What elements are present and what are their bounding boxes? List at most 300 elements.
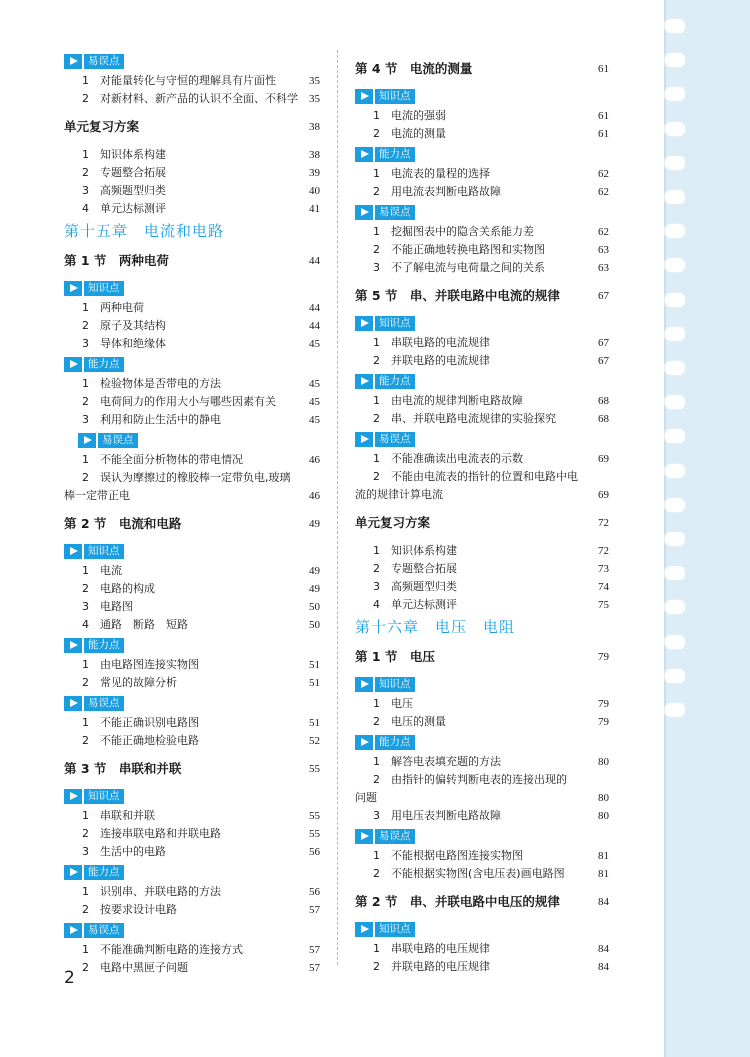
tag-label: 知识点 <box>84 789 124 804</box>
entry-text: 常见的故障分析 <box>100 676 177 689</box>
entry-number: 3 <box>82 337 89 350</box>
page-ref: 79 <box>598 651 609 663</box>
page-ref: 72 <box>598 545 609 557</box>
entry-number: 1 <box>82 148 89 161</box>
page-ref: 50 <box>309 601 320 613</box>
tag-label: 易误点 <box>375 432 415 447</box>
section-title: 第 2 节 串、并联电路中电压的规律 <box>355 894 560 909</box>
binder-ring-icon <box>664 326 686 342</box>
entry-number: 4 <box>82 618 89 631</box>
toc-entry[interactable] <box>64 959 320 977</box>
toc-entry[interactable] <box>355 753 609 771</box>
entry-text: 挖掘图表中的隐含关系能力差 <box>391 225 534 238</box>
entry-text: 对能量转化与守恒的理解具有片面性 <box>100 74 276 87</box>
entry-text: 单元达标测评 <box>100 202 166 215</box>
toc-left-column <box>64 50 320 977</box>
entry-text: 生活中的电路 <box>100 845 166 858</box>
entry-number: 2 <box>373 562 380 575</box>
toc-section-heading[interactable] <box>355 59 609 79</box>
tag-label: 知识点 <box>375 922 415 937</box>
toc-entry[interactable] <box>355 107 609 125</box>
entry-number: 1 <box>82 885 89 898</box>
toc-entry[interactable] <box>64 674 320 692</box>
play-triangle-icon <box>355 735 373 750</box>
toc-entry[interactable] <box>355 183 609 201</box>
tag-label: 易误点 <box>84 696 124 711</box>
page-ref: 84 <box>598 943 609 955</box>
entry-number: 2 <box>82 92 89 105</box>
entry-number: 1 <box>373 755 380 768</box>
toc-section-heading[interactable] <box>355 892 609 912</box>
toc-entry[interactable] <box>355 578 609 596</box>
binding-margin <box>656 0 664 1057</box>
page-ref: 80 <box>598 810 609 822</box>
toc-entry[interactable] <box>355 713 609 731</box>
entry-number: 3 <box>82 600 89 613</box>
entry-text: 原子及其结构 <box>100 319 166 332</box>
toc-entry[interactable] <box>64 317 320 335</box>
entry-text: 电路中黑匣子问题 <box>100 961 188 974</box>
page-ref: 41 <box>309 203 320 215</box>
toc-entry[interactable] <box>64 843 320 861</box>
entry-number: 1 <box>82 453 89 466</box>
page-ref: 56 <box>309 846 320 858</box>
entry-text: 专题整合拓展 <box>391 562 457 575</box>
entry-text: 电流的测量 <box>391 127 446 140</box>
toc-entry[interactable] <box>355 847 609 865</box>
page-ref: 68 <box>598 395 609 407</box>
entry-text: 不能正确地转换电路图和实物图 <box>391 243 545 256</box>
entry-text: 不能正确识别电路图 <box>100 716 199 729</box>
page-ref: 45 <box>309 378 320 390</box>
toc-entry[interactable] <box>355 410 609 428</box>
toc-category-tag <box>64 53 320 70</box>
play-triangle-icon <box>355 829 373 844</box>
binder-ring-icon <box>664 121 686 137</box>
entry-text-continued: 问题 <box>355 791 377 804</box>
toc-entry[interactable] <box>64 656 320 674</box>
binder-ring-icon <box>664 86 686 102</box>
section-title: 第 2 节 电流和电路 <box>64 516 182 531</box>
entry-text: 解答电表填充题的方法 <box>391 755 501 768</box>
toc-entry[interactable] <box>64 883 320 901</box>
binder-ring-icon <box>664 52 686 68</box>
entry-number: 2 <box>82 471 89 484</box>
page-ref: 62 <box>598 168 609 180</box>
toc-category-tag <box>355 88 609 105</box>
entry-text: 知识体系构建 <box>391 544 457 557</box>
chapter-title[interactable]: 第十五章 电流和电路 <box>64 222 225 240</box>
toc-category-tag <box>355 921 609 938</box>
tag-label: 知识点 <box>375 677 415 692</box>
play-triangle-icon <box>355 205 373 220</box>
section-title: 单元复习方案 <box>64 119 140 134</box>
page-ref: 51 <box>309 677 320 689</box>
entry-text: 利用和防止生活中的静电 <box>100 413 221 426</box>
chapter-title[interactable]: 第十六章 电压 电阻 <box>355 618 516 636</box>
toc-entry[interactable] <box>355 165 609 183</box>
binder-ring-icon <box>664 565 686 581</box>
page-number: 2 <box>64 968 75 988</box>
toc-entry[interactable] <box>355 865 609 883</box>
toc-entry[interactable] <box>355 940 609 958</box>
toc-entry[interactable] <box>355 241 609 259</box>
page-ref: 44 <box>309 302 320 314</box>
page-ref: 80 <box>598 792 609 804</box>
play-triangle-icon <box>355 922 373 937</box>
toc-category-tag <box>355 373 609 390</box>
entry-text: 电流的强弱 <box>391 109 446 122</box>
toc-entry[interactable] <box>64 714 320 732</box>
tag-label: 知识点 <box>375 89 415 104</box>
toc-category-tag <box>355 204 609 221</box>
toc-right-column <box>355 50 609 976</box>
page-ref: 57 <box>309 944 320 956</box>
play-triangle-icon <box>64 638 82 653</box>
entry-number: 2 <box>82 827 89 840</box>
play-triangle-icon <box>64 865 82 880</box>
entry-text: 电压 <box>391 697 413 710</box>
play-triangle-icon <box>355 89 373 104</box>
page-ref: 52 <box>309 735 320 747</box>
entry-text: 并联电路的电压规律 <box>391 960 490 973</box>
binder-ring-icon <box>664 223 686 239</box>
binder-ring-icon <box>664 292 686 308</box>
toc-entry[interactable] <box>64 182 320 200</box>
toc-category-tag <box>355 734 609 751</box>
entry-number: 2 <box>82 734 89 747</box>
play-triangle-icon <box>355 432 373 447</box>
toc-entry[interactable] <box>64 807 320 825</box>
page-ref: 61 <box>598 110 609 122</box>
entry-text: 识别串、并联电路的方法 <box>100 885 221 898</box>
toc-category-tag <box>355 315 609 332</box>
binder-ring-icon <box>664 497 686 513</box>
entry-number: 2 <box>373 354 380 367</box>
entry-number: 2 <box>82 395 89 408</box>
page-ref: 62 <box>598 226 609 238</box>
play-triangle-icon <box>64 923 82 938</box>
toc-entry[interactable] <box>64 164 320 182</box>
toc-section-heading[interactable] <box>64 514 320 534</box>
page-ref: 57 <box>309 904 320 916</box>
toc-category-tag <box>64 637 320 654</box>
entry-number: 1 <box>373 544 380 557</box>
page-ref: 40 <box>309 185 320 197</box>
toc-entry[interactable] <box>355 958 609 976</box>
tag-label: 能力点 <box>375 735 415 750</box>
toc-entry[interactable] <box>64 200 320 218</box>
toc-entry[interactable] <box>64 146 320 164</box>
entry-number: 1 <box>373 336 380 349</box>
toc-category-tag <box>355 431 609 448</box>
entry-text: 不能由电流表的指针的位置和电路中电 <box>391 470 578 483</box>
entry-number: 1 <box>373 452 380 465</box>
entry-text: 用电压表判断电路故障 <box>391 809 501 822</box>
toc-entry[interactable] <box>355 334 609 352</box>
toc-entry[interactable] <box>64 299 320 317</box>
binder-ring-icon <box>664 18 686 34</box>
entry-text: 电路图 <box>100 600 133 613</box>
page-ref: 35 <box>309 93 320 105</box>
toc-entry[interactable] <box>355 259 609 277</box>
entry-number: 2 <box>373 470 380 483</box>
play-triangle-icon <box>355 316 373 331</box>
binder-ring-icon <box>664 428 686 444</box>
section-title: 第 5 节 串、并联电路中电流的规律 <box>355 288 560 303</box>
entry-text: 知识体系构建 <box>100 148 166 161</box>
page-ref: 80 <box>598 756 609 768</box>
toc-entry[interactable] <box>355 352 609 370</box>
toc-section-heading[interactable] <box>355 513 609 533</box>
entry-text: 串联和并联 <box>100 809 155 822</box>
entry-number: 1 <box>373 849 380 862</box>
entry-text: 电流 <box>100 564 122 577</box>
tag-label: 易误点 <box>375 205 415 220</box>
toc-entry[interactable] <box>355 223 609 241</box>
toc-entry[interactable] <box>64 393 320 411</box>
page-ref: 45 <box>309 414 320 426</box>
entry-number: 2 <box>373 960 380 973</box>
tag-label: 能力点 <box>375 147 415 162</box>
page-ref: 55 <box>309 828 320 840</box>
toc-category-tag <box>64 280 320 297</box>
toc-entry[interactable] <box>64 616 320 634</box>
play-triangle-icon <box>355 374 373 389</box>
entry-number: 2 <box>373 773 380 786</box>
toc-section-heading[interactable] <box>64 759 320 779</box>
entry-text-continued: 棒一定带正电 <box>64 489 130 502</box>
tag-label: 能力点 <box>375 374 415 389</box>
toc-entry[interactable] <box>64 375 320 393</box>
toc-entry[interactable] <box>64 451 320 469</box>
entry-number: 2 <box>82 166 89 179</box>
entry-number: 4 <box>373 598 380 611</box>
toc-entry[interactable] <box>64 941 320 959</box>
page-ref: 49 <box>309 565 320 577</box>
entry-text: 单元达标测评 <box>391 598 457 611</box>
binder-ring-icon <box>664 463 686 479</box>
page-ref: 84 <box>598 961 609 973</box>
binder-ring-icon <box>664 257 686 273</box>
entry-number: 2 <box>373 127 380 140</box>
entry-text: 不了解电流与电荷量之间的关系 <box>391 261 545 274</box>
entry-number: 2 <box>82 676 89 689</box>
toc-entry[interactable] <box>355 542 609 560</box>
toc-entry[interactable] <box>355 450 609 468</box>
binder-ring-icon <box>664 394 686 410</box>
toc-category-tag <box>64 788 320 805</box>
entry-text: 电压的测量 <box>391 715 446 728</box>
tag-label: 能力点 <box>84 865 124 880</box>
entry-text: 用电流表判断电路故障 <box>391 185 501 198</box>
entry-text: 对新材料、新产品的认识不全面、不科学 <box>100 92 298 105</box>
section-title: 第 1 节 电压 <box>355 649 435 664</box>
toc-entry[interactable] <box>64 901 320 919</box>
section-title: 第 3 节 串联和并联 <box>64 761 182 776</box>
page-ref: 75 <box>598 599 609 611</box>
entry-text: 不能根据电路图连接实物图 <box>391 849 523 862</box>
toc-entry[interactable] <box>355 125 609 143</box>
play-triangle-icon <box>64 696 82 711</box>
entry-text: 专题整合拓展 <box>100 166 166 179</box>
entry-number: 1 <box>82 377 89 390</box>
page-ref: 51 <box>309 659 320 671</box>
play-triangle-icon <box>64 789 82 804</box>
entry-text: 检验物体是否带电的方法 <box>100 377 221 390</box>
tag-label: 易误点 <box>98 433 138 448</box>
page-ref: 74 <box>598 581 609 593</box>
page-ref: 39 <box>309 167 320 179</box>
entry-text: 串联电路的电流规律 <box>391 336 490 349</box>
entry-number: 2 <box>82 319 89 332</box>
binder-ring-icon <box>664 531 686 547</box>
toc-entry[interactable] <box>64 598 320 616</box>
toc-category-tag <box>64 356 320 373</box>
page-ref: 67 <box>598 337 609 349</box>
entry-number: 1 <box>82 658 89 671</box>
page-ref: 73 <box>598 563 609 575</box>
page-ref: 69 <box>598 489 609 501</box>
tag-label: 知识点 <box>375 316 415 331</box>
entry-number: 1 <box>82 564 89 577</box>
page-ref: 79 <box>598 716 609 728</box>
entry-number: 2 <box>373 412 380 425</box>
page-ref: 49 <box>309 583 320 595</box>
page-ref: 45 <box>309 338 320 350</box>
entry-text: 导体和绝缘体 <box>100 337 166 350</box>
page-ref: 61 <box>598 128 609 140</box>
toc-entry[interactable] <box>64 90 320 108</box>
page-ref: 72 <box>598 517 609 529</box>
toc-entry[interactable] <box>64 580 320 598</box>
entry-number: 3 <box>373 261 380 274</box>
toc-entry[interactable] <box>64 411 320 429</box>
entry-number: 2 <box>82 582 89 595</box>
page-ref: 63 <box>598 244 609 256</box>
entry-text: 电路的构成 <box>100 582 155 595</box>
page-ref: 56 <box>309 886 320 898</box>
page-ref: 46 <box>309 454 320 466</box>
entry-text: 并联电路的电流规律 <box>391 354 490 367</box>
toc-entry[interactable] <box>64 469 320 505</box>
play-triangle-icon <box>64 281 82 296</box>
page-ref: 46 <box>309 490 320 502</box>
toc-entry[interactable] <box>64 825 320 843</box>
toc-entry[interactable] <box>355 560 609 578</box>
tag-label: 易误点 <box>375 829 415 844</box>
toc-entry[interactable] <box>355 468 609 504</box>
entry-number: 1 <box>373 942 380 955</box>
column-divider <box>337 50 338 965</box>
entry-number: 3 <box>82 845 89 858</box>
entry-text: 不能准确读出电流表的示数 <box>391 452 523 465</box>
toc-entry[interactable] <box>64 72 320 90</box>
toc-section-heading[interactable] <box>355 286 609 306</box>
entry-number: 4 <box>82 202 89 215</box>
toc-entry[interactable] <box>355 771 609 807</box>
toc-category-tag <box>64 864 320 881</box>
tag-label: 易误点 <box>84 54 124 69</box>
entry-number: 2 <box>82 961 89 974</box>
toc-section-heading[interactable] <box>64 117 320 137</box>
entry-number: 1 <box>82 301 89 314</box>
page-ref: 79 <box>598 698 609 710</box>
toc-entry[interactable] <box>355 695 609 713</box>
toc-section-heading[interactable] <box>64 251 320 271</box>
page-ref: 68 <box>598 413 609 425</box>
play-triangle-icon <box>64 544 82 559</box>
toc-category-tag <box>355 146 609 163</box>
entry-text: 不能根据实物图(含电压表)画电路图 <box>391 867 565 880</box>
tag-label: 知识点 <box>84 281 124 296</box>
page-ref: 67 <box>598 355 609 367</box>
toc-entry[interactable] <box>64 732 320 750</box>
entry-text: 不能全面分析物体的带电情况 <box>100 453 243 466</box>
binder-ring-icon <box>664 702 686 718</box>
page-ref: 61 <box>598 63 609 75</box>
toc-category-tag <box>64 543 320 560</box>
page-ref: 44 <box>309 255 320 267</box>
entry-text: 高频题型归类 <box>100 184 166 197</box>
entry-text: 两种电荷 <box>100 301 144 314</box>
entry-text: 误认为摩擦过的橡胶棒一定带负电,玻璃 <box>100 471 291 484</box>
toc-entry[interactable] <box>355 596 609 614</box>
page-ref: 55 <box>309 763 320 775</box>
page-ref: 38 <box>309 149 320 161</box>
entry-text: 不能准确判断电路的连接方式 <box>100 943 243 956</box>
page-ref: 81 <box>598 850 609 862</box>
binder-ring-icon <box>664 634 686 650</box>
entry-text: 由电路图连接实物图 <box>100 658 199 671</box>
section-title: 单元复习方案 <box>355 515 431 530</box>
page-ref: 69 <box>598 453 609 465</box>
entry-number: 1 <box>82 809 89 822</box>
toc-category-tag <box>355 828 609 845</box>
entry-number: 2 <box>373 185 380 198</box>
entry-text: 电流表的量程的选择 <box>391 167 490 180</box>
page-ref: 62 <box>598 186 609 198</box>
play-triangle-icon <box>78 433 96 448</box>
page-ref: 55 <box>309 810 320 822</box>
entry-number: 1 <box>373 109 380 122</box>
entry-text: 不能正确地检验电路 <box>100 734 199 747</box>
page-ref: 81 <box>598 868 609 880</box>
toc-section-heading[interactable] <box>355 647 609 667</box>
tag-label: 能力点 <box>84 638 124 653</box>
binder-ring-icon <box>664 155 686 171</box>
play-triangle-icon <box>64 357 82 372</box>
entry-number: 1 <box>373 167 380 180</box>
page-ref: 63 <box>598 262 609 274</box>
tag-label: 能力点 <box>84 357 124 372</box>
toc-entry[interactable] <box>64 562 320 580</box>
tag-label: 易误点 <box>84 923 124 938</box>
entry-text: 由电流的规律判断电路故障 <box>391 394 523 407</box>
toc-entry[interactable] <box>355 392 609 410</box>
binder-ring-icon <box>664 599 686 615</box>
toc-entry[interactable] <box>355 807 609 825</box>
entry-text: 串、并联电路电流规律的实验探究 <box>391 412 556 425</box>
play-triangle-icon <box>355 677 373 692</box>
entry-number: 2 <box>373 867 380 880</box>
binder-ring-icon <box>664 360 686 376</box>
page-ref: 38 <box>309 121 320 133</box>
toc-entry[interactable] <box>64 335 320 353</box>
toc-category-tag <box>355 676 609 693</box>
play-triangle-icon <box>64 54 82 69</box>
section-title: 第 1 节 两种电荷 <box>64 253 169 268</box>
